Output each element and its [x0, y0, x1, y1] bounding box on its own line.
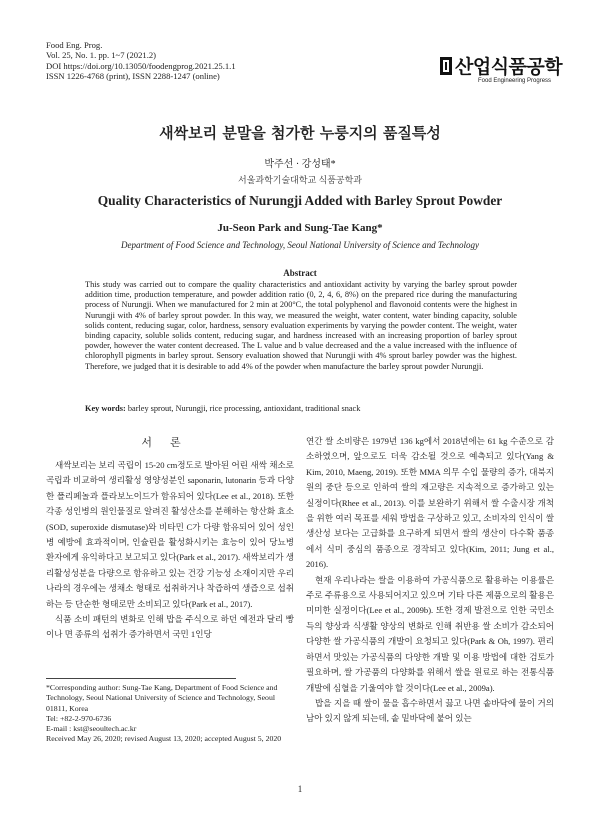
paragraph: 식품 소비 패턴의 변화로 인해 밥을 주식으로 하던 예전과 달리 빵이나 면 종류의 섭취가 증가하면서 국민 1인당 [46, 614, 294, 640]
journal-issn: ISSN 1226-4768 (print), ISSN 2288-1247 (online) [46, 71, 220, 82]
journal-volume: Vol. 25, No. 1. pp. 1~7 (2021.2) [46, 50, 157, 61]
affiliation-korean: 서울과학기술대학교 식품공학과 [238, 175, 362, 185]
paragraph: 현재 우리나라는 쌀을 이용하여 가공식품으로 활용하는 이용률은 주로 주류용으로 사용되어지고 있으며 기타 다른 제품으로의 활용은 미미한 실정이다(Lee et al., 2009b). 또한 경제 발전으로 인한 국민소득의 향상과 식생활 양상의 변화로 인해 취반용 쌀 소비가 감소되어 다양한 쌀 가공식품의 개발이 요청되고 있다(Park & Oh, 1997). 편리하면서 맛있는 가공식품의 다양한 개발 및 이용 방법에 대한 검토가 필요하며, 쌀 가공품의 다양화를 위해서 쌀을 원료로 하는 전통식품 개발에 심혈을 기울여야 할 것이다(Lee et al., 2009a). [306, 574, 554, 693]
journal-doi: DOI https://doi.org/10.13050/foodengprog.2021.25.1.1 [46, 60, 236, 71]
author-tel: Tel: +82-2-970-6736 [46, 713, 112, 723]
author-email: E-mail : kst@seoultech.ac.kr [46, 724, 137, 734]
keywords [85, 404, 525, 413]
body-column-right [306, 434, 554, 727]
logo-text: 산업식품공학 [455, 56, 563, 78]
corresponding-author: *Corresponding author: Sung-Tae Kang, Department of Food Science and Technology, Seoul National University of Science and Technology, Seoul 01811, Korea [46, 683, 278, 713]
journal-header [46, 40, 236, 82]
logo-subtitle: Food Engineering Progress [478, 78, 552, 84]
logo-mark-icon [440, 57, 452, 75]
abstract-heading: Abstract [283, 268, 317, 278]
footnote-divider [46, 678, 236, 679]
paragraph: 밥을 지을 때 쌀이 물을 흡수하면서 끓고 나면 솥바닥에 물이 거의 남아 있지 않게 되는데, 솥 밑바닥에 붙어 있는 [306, 697, 554, 724]
section-heading-introduction: 서론 [141, 436, 199, 449]
journal-name: Food Eng. Prog. [46, 40, 103, 50]
received-dates: Received May 26, 2020; revised August 13, 2020; accepted August 5, 2020 [46, 734, 282, 744]
abstract-body: This study was carried out to compare the quality characteristics and antioxidant activity by varying the barley sprout powder addition time, production temperature, and powder addition ratio (0, 2, 4, 6, 8%) on the prepared rice during the manufacturing process of Nurungji. When we manufactured for 2 min at 200°C, the total polyphenol and flavonoid contents were the highest in Nurungji with 4% of barley sprout powder. In this way, we measured the weight, water content, water binding capacity, soluble solids content, reducing sugar, color, hardness, sensory evaluation experiments by varying the powder content. The weight, water binding capacity, soluble solids content, reducing sugar, and hardness increased with an increasing proportion of barley sprout powder, however the water content decreased. The L value and b value decreased and the a value increased with the influence of chlorophyll pigments in barley sprout. Sensory evaluation showed that Nurungji with 4% sprout barley powder was the highest. Therefore, we judged that it is desirable to add 4% of the powder when manufacture the barley sprout powder Nurungji. [85, 280, 517, 371]
paragraph: 연간 쌀 소비량은 1979년 136 kg에서 2018년에는 61 kg 수준으로 감소하였으며, 앞으로도 더욱 감소될 것으로 예측되고 있다(Yang & Kim, 2010, Maeng, 2019). 또한 MMA 의무 수입 물량의 증가, 대북지원의 중단 등으로 인하여 쌀의 재고량은 지속적으로 증가하고 있는 실정이다(Rhee et al., 2013). 이를 보완하기 위해서 쌀 수출시장 개척을 위한 여러 목표를 세워 방법을 구상하고 있고, 소비자의 인식이 쌀 생산성 보다는 고급화를 요구하게 되면서 쌀의 생산이 다수확 품종에서 식미 중심의 품종으로 경작되고 있다(Kim, 2011; Jung et al., 2016). [306, 436, 554, 570]
keywords-list: barley sprout, Nurungji, rice processing, antioxidant, traditional snack [127, 404, 361, 413]
paper-title-english: Quality Characteristics of Nurungji Added with Barley Sprout Powder [97, 193, 503, 208]
page-number: 1 [297, 784, 303, 794]
journal-logo [440, 52, 563, 92]
paragraph: 새싹보리는 보리 곡립이 15-20 cm정도로 발아된 어린 새싹 채소로 곡립과 비교하여 생리활성 영양성분인 saponarin, lutonarin 등과 다양한 폴리페놀과 플라보노이드가 함유되어 있다(Lee et al., 2018). 또한 각종 성인병의 원인물질로 알려진 활성산소를 분해하는 항산화 효소(SOD, superoxide dismutase)와 비타민 C가 다량 함유되어 있어 성인병 예방에 효과적이며, 인슐린을 활성화시키는 효능이 있어 당뇨병 환자에게 유익하다고 보고되고 있다(Park et al., 2017). 새싹보리가 생리활성성분을 다량으로 함유하고 있는 건강 기능성 소재이지만 우리나라의 경우에는 생채소 형태로 섭취하거나 착즙하여 생즙으로 섭취하는 등 단순한 형태로만 소비되고 있다(Park et al., 2017). [46, 460, 294, 609]
authors-korean: 박주선 · 강성태* [264, 159, 336, 170]
body-column-left [46, 458, 294, 643]
authors-english: Ju-Seon Park and Sung-Tae Kang* [217, 222, 383, 234]
affiliation-english: Department of Food Science and Technology, Seoul National University of Science and Technology [120, 240, 480, 250]
paper-title-korean: 새싹보리 분말을 첨가한 누룽지의 품질특성 [159, 124, 441, 142]
keywords-label: Key words: [85, 404, 126, 413]
footnote [46, 683, 296, 745]
